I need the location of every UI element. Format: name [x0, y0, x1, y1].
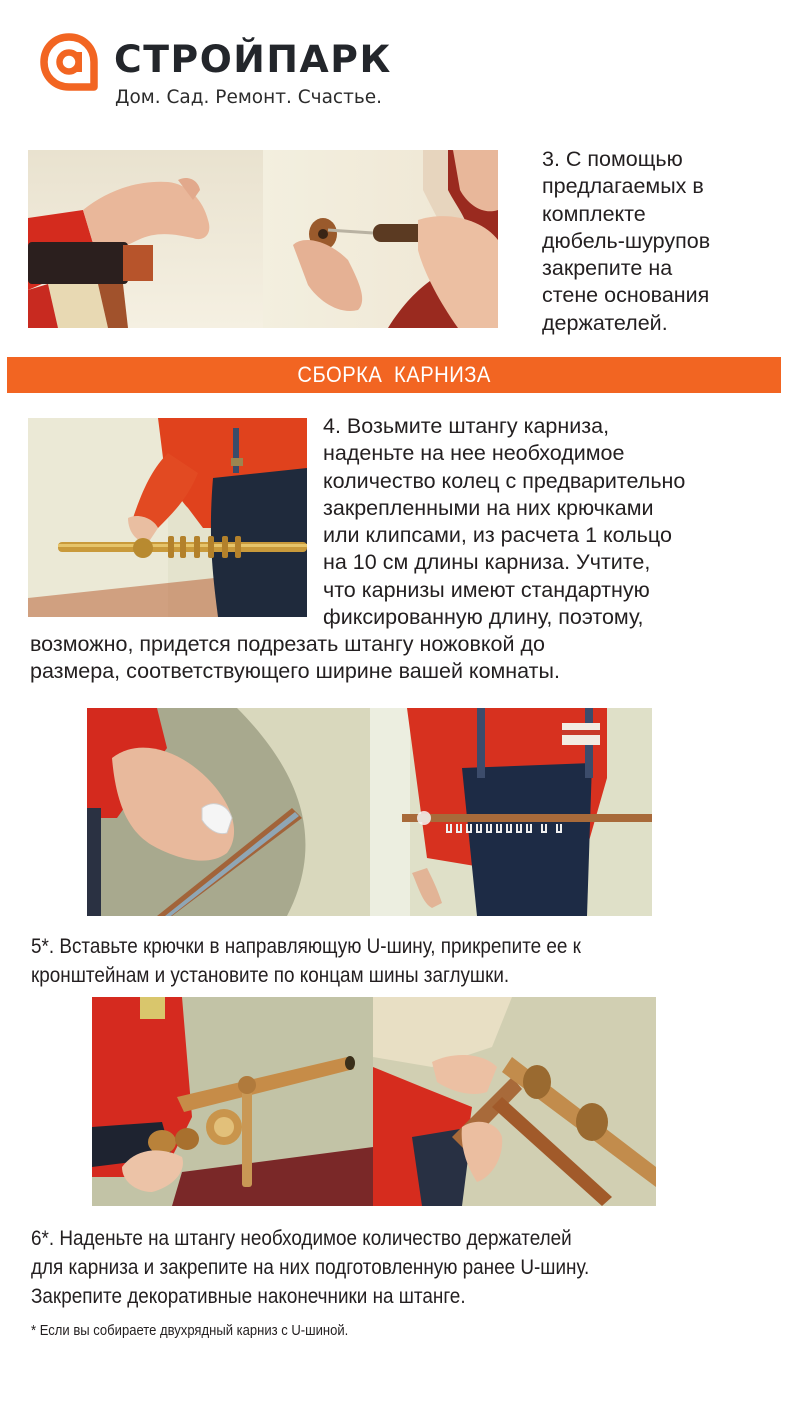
step5-instruction	[31, 932, 581, 990]
step3-photo	[28, 150, 498, 328]
section-title: СБОРКА КАРНИЗА	[297, 362, 491, 387]
step4-line: наденьте на нее необходимое	[323, 441, 625, 466]
step4-line: количество колец с предварительно	[323, 468, 686, 493]
step3-line: держателей.	[542, 310, 668, 335]
step6-instruction	[31, 1224, 589, 1311]
step4-photo	[28, 418, 307, 617]
step3-line: дюбель-шурупов	[542, 228, 711, 253]
step4-line: или клипсами, из расчета 1 кольцо	[323, 523, 672, 548]
footnote: * Если вы собираете двухрядный карниз с U-шиной.	[31, 1323, 349, 1339]
section-banner	[7, 357, 781, 393]
step6-line: 6*. Наденьте на штангу необходимое количество держателей	[31, 1227, 572, 1250]
step3-line: предлагаемых в	[542, 174, 704, 199]
brand-logo-icon	[40, 33, 98, 91]
step3-instruction	[542, 146, 710, 337]
step4-line: возможно, придется подрезать штангу ножовкой до	[30, 632, 545, 656]
step5-line: кронштейнам и установите по концам шины заглушки.	[31, 964, 510, 987]
brand-name: СТРОЙПАРК	[114, 38, 392, 81]
step5-photo	[87, 708, 652, 916]
step3-line: стене основания	[542, 283, 710, 308]
step4-line: 4. Возьмите штангу карниза,	[323, 414, 610, 438]
step6-photo	[92, 997, 656, 1206]
step4-line: закрепленными на них крючками	[323, 495, 654, 520]
step5-line: 5*. Вставьте крючки в направляющую U-шину, прикрепите ее к	[31, 935, 581, 958]
step4-line: размера, соответствующего ширине вашей комнаты.	[30, 659, 560, 684]
step4-line: на 10 см длины карниза. Учтите,	[323, 550, 651, 575]
step3-line: закрепите на	[542, 256, 673, 281]
step4-line: фиксированную длину, поэтому,	[323, 605, 644, 630]
step3-line: комплекте	[542, 201, 646, 226]
step4-line: что карнизы имеют стандартную	[323, 577, 650, 602]
step6-line: для карниза и закрепите на них подготовленную ранее U-шину.	[31, 1256, 590, 1279]
brand-tagline: Дом. Сад. Ремонт. Счастье.	[115, 87, 383, 108]
step3-line: 3. С помощью	[542, 147, 683, 171]
step4-instruction	[323, 413, 685, 631]
step4-instruction-continued	[30, 631, 560, 686]
step6-line: Закрепите декоративные наконечники на штанге.	[31, 1285, 466, 1308]
